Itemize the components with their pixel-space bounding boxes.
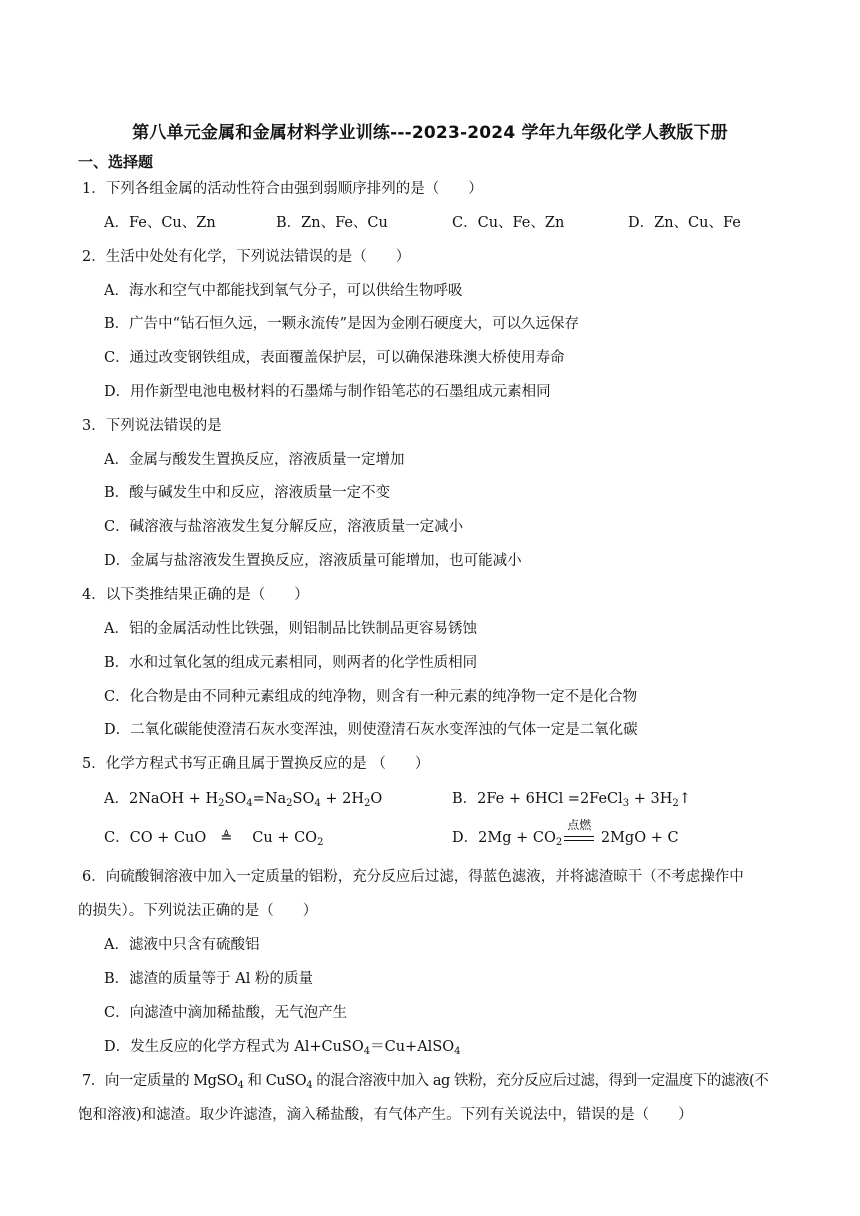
formula-part: 2NaOH + H [128,791,219,807]
question-2-option-c: C．通过改变钢铁组成，表面覆盖保护层，可以确保港珠澳大桥使用寿命 [104,350,565,366]
formula-part: + 2H [320,791,364,807]
question-3-stem: 3．下列说法错误的是 [82,418,222,434]
question-4-option-d: D．二氧化碳能使澄清石灰水变浑浊，则使澄清石灰水变浑浊的气体一定是二氧化碳 [104,722,638,738]
option-label: D． [452,830,479,846]
question-2-stem: 2．生活中处处有化学，下列说法错误的是（ ） [82,249,411,265]
question-1-option-d: D．Zn、Cu、Fe [628,215,741,231]
question-6-option-c: C．向滤渣中滴加稀盐酸，无气泡产生 [104,1005,348,1021]
subscript: 2 [555,837,563,848]
formula-part: 2MgO + C [600,830,679,846]
reaction-condition [562,818,596,848]
question-6-option-d [104,1037,461,1057]
question-7-stem-line1 [82,1071,768,1091]
question-1-option-b: B．Zn、Fe、Cu [276,215,388,231]
subscript: 4 [306,1080,313,1091]
question-6-option-a: A．滤液中只含有硫酸铝 [104,937,260,953]
formula-part: =Na [252,791,287,807]
subscript: 4 [314,798,321,809]
formula-part: SO [292,791,315,807]
question-3-option-d: D．金属与盐溶液发生置换反应，溶液质量可能增加，也可能减小 [104,553,522,569]
question-6-stem-line1: 6．向硫酸铜溶液中加入一定质量的铝粉，充分反应后过滤，得蓝色滤液，并将滤渣晾干（不考虑操作中 [82,869,744,885]
option-label: B． [452,791,478,807]
question-5-option-d [452,818,679,848]
subscript: 3 [622,798,630,809]
stem-part: 的混合溶液中加入 ag 铁粉，充分反应后过滤，得到一定温度下的滤液(不 [312,1073,769,1089]
question-3-option-a: A．金属与酸发生置换反应，溶液质量一定增加 [104,452,405,468]
formula-part: + 3H [629,791,673,807]
subscript: 2 [286,798,293,809]
condition-label: 点燃 [567,818,592,832]
subscript: 4 [246,798,253,809]
question-5-option-c [104,828,323,848]
formula-part: 2Fe + 6HCl =2FeCl [477,791,623,807]
question-5-option-b [452,789,691,809]
subscript: 2 [317,837,324,848]
question-3-option-b: B．酸与碱发生中和反应，溶液质量一定不变 [104,485,391,501]
question-2-option-d: D．用作新型电池电极材料的石墨烯与制作铅笔芯的石墨组成元素相同 [104,384,551,400]
subscript: 2 [363,798,371,809]
formula-part: ↑ [678,791,691,807]
question-7-stem-line2: 饱和溶液)和滤渣。取少许滤渣，滴入稀盐酸，有气体产生。下列有关说法中，错误的是（ ） [78,1107,693,1123]
question-1-option-c: C．Cu、Fe、Zn [452,215,565,231]
formula-part: O [370,791,383,807]
question-5-stem: 5．化学方程式书写正确且属于置换反应的是 （ ） [82,756,430,772]
section-heading: 一、选择题 [78,153,154,171]
formula-part: 2Mg + CO [478,830,556,846]
stem-part: 7．向一定质量的 MgSO [82,1073,238,1089]
question-5-option-a [104,789,382,809]
question-1-option-a: A．Fe、Cu、Zn [104,215,216,231]
subscript: 2 [218,798,225,809]
page-title: 第八单元金属和金属材料学业训练---2023-2024 学年九年级化学人教版下册 [132,123,728,143]
option-label: C． [104,830,130,846]
question-2-option-b: B．广告中“钻石恒久远，一颗永流传”是因为金刚石硬度大，可以久远保存 [104,316,579,332]
formula-part: CO + CuO [129,830,207,846]
formula-part: Cu + CO [252,830,318,846]
subscript: 4 [237,1080,244,1091]
subscript: 2 [672,798,679,809]
question-2-option-a: A．海水和空气中都能找到氧气分子，可以供给生物呼吸 [104,283,463,299]
question-6-stem-line2: 的损失）。下列说法正确的是（ ） [78,903,318,919]
formula-part: D．发生反应的化学方程式为 Al+CuSO [104,1039,364,1055]
stem-part: 和 CuSO [243,1073,307,1089]
option-label: A． [104,791,129,807]
subscript: 4 [454,1046,461,1057]
question-6-option-b: B．滤渣的质量等于 Al 粉的质量 [104,971,313,987]
double-line-sign [564,836,594,841]
question-4-option-a: A．铝的金属活动性比铁强，则铝制品比铁制品更容易锈蚀 [104,621,477,637]
question-4-option-b: B．水和过氧化氢的组成元素相同，则两者的化学性质相同 [104,655,478,671]
formula-part: SO [224,791,247,807]
question-4-option-c: C．化合物是由不同种元素组成的纯净物，则含有一种元素的纯净物一定不是化合物 [104,689,638,705]
question-3-option-c: C．碱溶液与盐溶液发生复分解反应，溶液质量一定减小 [104,519,464,535]
question-4-stem: 4．以下类推结果正确的是（ ） [82,587,309,603]
formula-part: ＝Cu+AlSO [370,1039,455,1055]
heat-symbol: ≜ [220,830,233,846]
question-1-stem: 1．下列各组金属的活动性符合由强到弱顺序排列的是（ ） [82,181,483,197]
subscript: 4 [363,1046,371,1057]
